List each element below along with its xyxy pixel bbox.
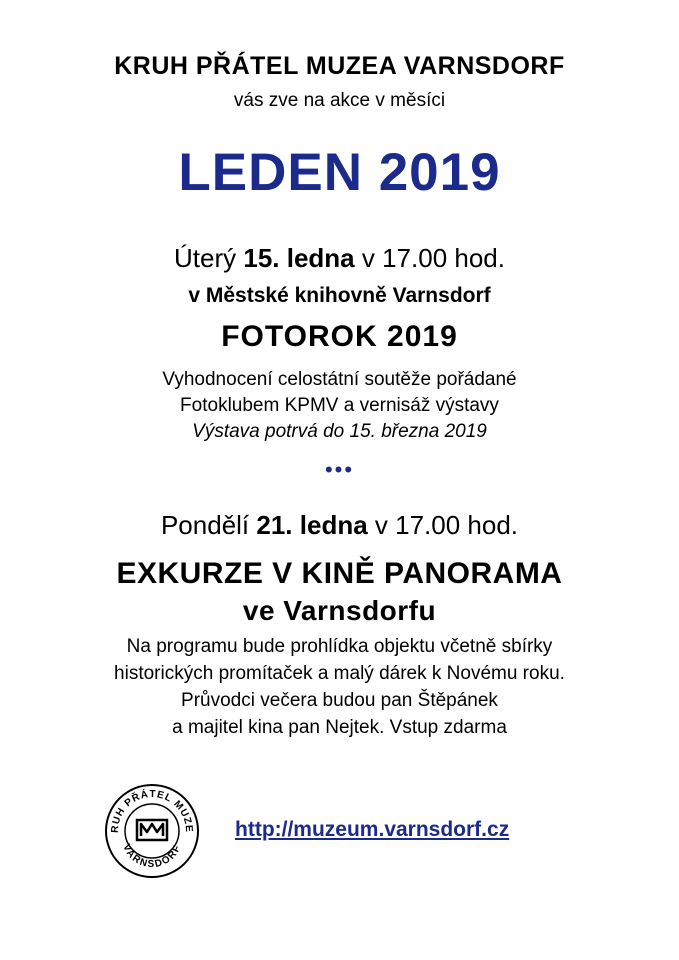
svg-text:VARNSDORF: VARNSDORF xyxy=(120,842,184,871)
event2-desc-line: a majitel kina pan Nejtek. Vstup zdarma xyxy=(172,717,507,738)
museum-logo-icon xyxy=(104,783,200,879)
event1-desc-line: Fotoklubem KPMV a vernisáž výstavy xyxy=(180,395,499,416)
museum-website-link[interactable]: http://muzeum.varnsdorf.cz xyxy=(235,818,510,841)
event1-title: FOTOROK 2019 xyxy=(221,320,458,353)
event1-desc-line: Výstava potrvá do 15. března 2019 xyxy=(192,421,487,442)
event2-desc-line: Průvodci večera budou pan Štěpánek xyxy=(181,690,498,711)
event1-datetime xyxy=(0,243,679,274)
svg-text:KRUH PŘÁTEL MUZEA: RUH PŘÁTEL MUZE xyxy=(109,788,195,834)
event1-date: 15. ledna xyxy=(243,243,355,273)
event1-day: Úterý xyxy=(174,243,237,273)
event2-desc-line: historických promítaček a malý dárek k Novému roku. xyxy=(114,663,565,684)
event2-description xyxy=(0,633,679,741)
event2-date: 21. ledna xyxy=(256,510,368,540)
event2-desc-line: Na programu bude prohlídka objektu včetně sbírky xyxy=(126,636,553,657)
event1-place: v Městské knihovně Varnsdorf xyxy=(188,284,491,307)
organization-title: KRUH PŘÁTEL MUZEA VARNSDORF xyxy=(114,52,565,80)
event2-datetime xyxy=(0,510,679,541)
event1-time: v 17.00 hod. xyxy=(361,243,505,273)
month-heading: LEDEN 2019 xyxy=(178,143,501,202)
event2-title: EXKURZE V KINĚ PANORAMA xyxy=(116,557,563,590)
separator-dots: ••• xyxy=(324,457,355,482)
event2-day: Pondělí xyxy=(160,510,250,540)
event1-description xyxy=(0,367,679,445)
event2-title-line2: ve Varnsdorfu xyxy=(242,595,437,626)
event2-time: v 17.00 hod. xyxy=(374,510,519,540)
invitation-subtitle: vás zve na akce v měsíci xyxy=(233,90,446,111)
event1-desc-line: Vyhodnocení celostátní soutěže pořádané xyxy=(162,369,517,390)
